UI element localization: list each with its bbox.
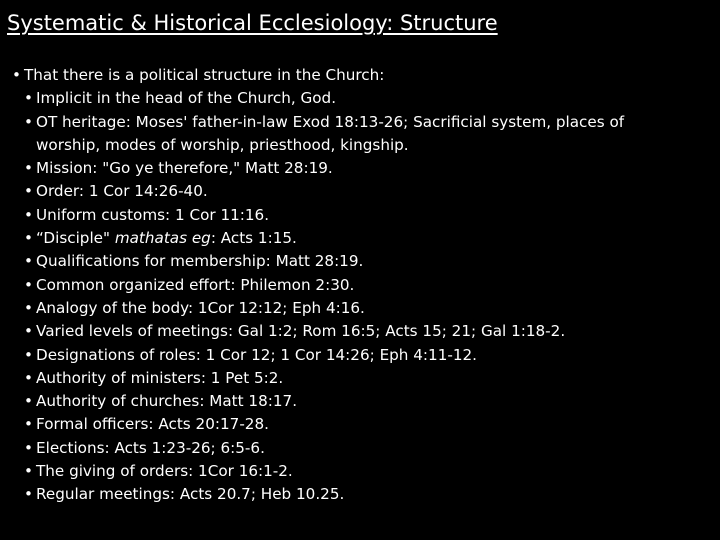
sub-point-text: Qualifications for membership: Matt 28:19. <box>36 252 364 271</box>
bullet-dot: • <box>24 345 33 364</box>
sub-point <box>0 367 712 390</box>
sub-point-text: Implicit in the head of the Church, God. <box>36 89 337 108</box>
sub-point <box>0 250 712 273</box>
bullet-dot: • <box>24 229 33 248</box>
bullet-dot: • <box>24 368 33 387</box>
bullet-dot: • <box>24 485 33 504</box>
sub-point <box>0 157 712 180</box>
bullet-dot: • <box>24 322 33 341</box>
bullet-dot: • <box>24 438 33 457</box>
bullet-dot: • <box>24 298 33 317</box>
sub-point <box>0 437 712 460</box>
sub-point <box>0 413 712 436</box>
sub-point-text: Varied levels of meetings: Gal 1:2; Rom 16:5; Acts 15; 21; Gal 1:18-2. <box>36 322 566 341</box>
sub-point-text: Elections: Acts 1:23-26; 6:5-6. <box>36 438 265 457</box>
sub-point-text: Order: 1 Cor 14:26-40. <box>36 182 208 201</box>
bullet-dot: • <box>24 112 33 131</box>
sub-point <box>0 483 712 506</box>
sub-point-text: Designations of roles: 1 Cor 12; 1 Cor 14:26; Eph 4:11-12. <box>36 345 477 364</box>
sub-point-text: Mission: "Go ye therefore," Matt 28:19. <box>36 159 333 178</box>
bullet-dot: • <box>24 182 33 201</box>
sub-point <box>0 460 712 483</box>
sub-point-disciple <box>0 227 712 250</box>
bullet-dot: • <box>24 89 33 108</box>
sub-point-text: Formal officers: Acts 20:17-28. <box>36 415 269 434</box>
sub-point-text: Uniform customs: 1 Cor 11:16. <box>36 205 270 224</box>
sub-point <box>0 390 712 413</box>
bullet-dot: • <box>24 205 33 224</box>
sub-point <box>0 87 712 110</box>
bullet-dot: • <box>12 66 21 84</box>
sub-point-text: Analogy of the body: 1Cor 12:12; Eph 4:16. <box>36 298 365 317</box>
slide-content <box>0 64 712 507</box>
bullet-dot: • <box>24 415 33 434</box>
disciple-prefix: “Disciple" <box>36 229 115 248</box>
disciple-greek-term: mathatas eg <box>114 229 211 248</box>
disciple-suffix: : Acts 1:15. <box>210 229 297 248</box>
sub-point-text: Regular meetings: Acts 20.7; Heb 10.25. <box>36 485 345 504</box>
slide-title: Systematic & Historical Ecclesiology: Structure <box>7 11 498 35</box>
main-point <box>0 64 712 87</box>
sub-point <box>0 180 712 203</box>
sub-point <box>0 320 712 343</box>
sub-point <box>0 204 712 227</box>
sub-point <box>0 344 712 367</box>
sub-point <box>0 274 712 297</box>
bullet-dot: • <box>24 462 33 481</box>
sub-point-text: The giving of orders: 1Cor 16:1-2. <box>36 462 293 481</box>
bullet-dot: • <box>24 275 33 294</box>
main-point-text: That there is a political structure in the Church: <box>24 66 385 84</box>
bullet-dot: • <box>24 159 33 178</box>
sub-point-text: Common organized effort: Philemon 2:30. <box>36 275 355 294</box>
bullet-dot: • <box>24 392 33 411</box>
sub-point-text: Authority of ministers: 1 Pet 5:2. <box>36 368 284 387</box>
sub-point-text: OT heritage: Moses' father-in-law Exod 18:13-26; Sacrificial system, places of worship, modes of worship, priesthood, kingship. <box>36 112 625 154</box>
sub-point <box>0 111 666 158</box>
bullet-dot: • <box>24 252 33 271</box>
sub-point-text: Authority of churches: Matt 18:17. <box>36 392 298 411</box>
sub-point <box>0 297 712 320</box>
